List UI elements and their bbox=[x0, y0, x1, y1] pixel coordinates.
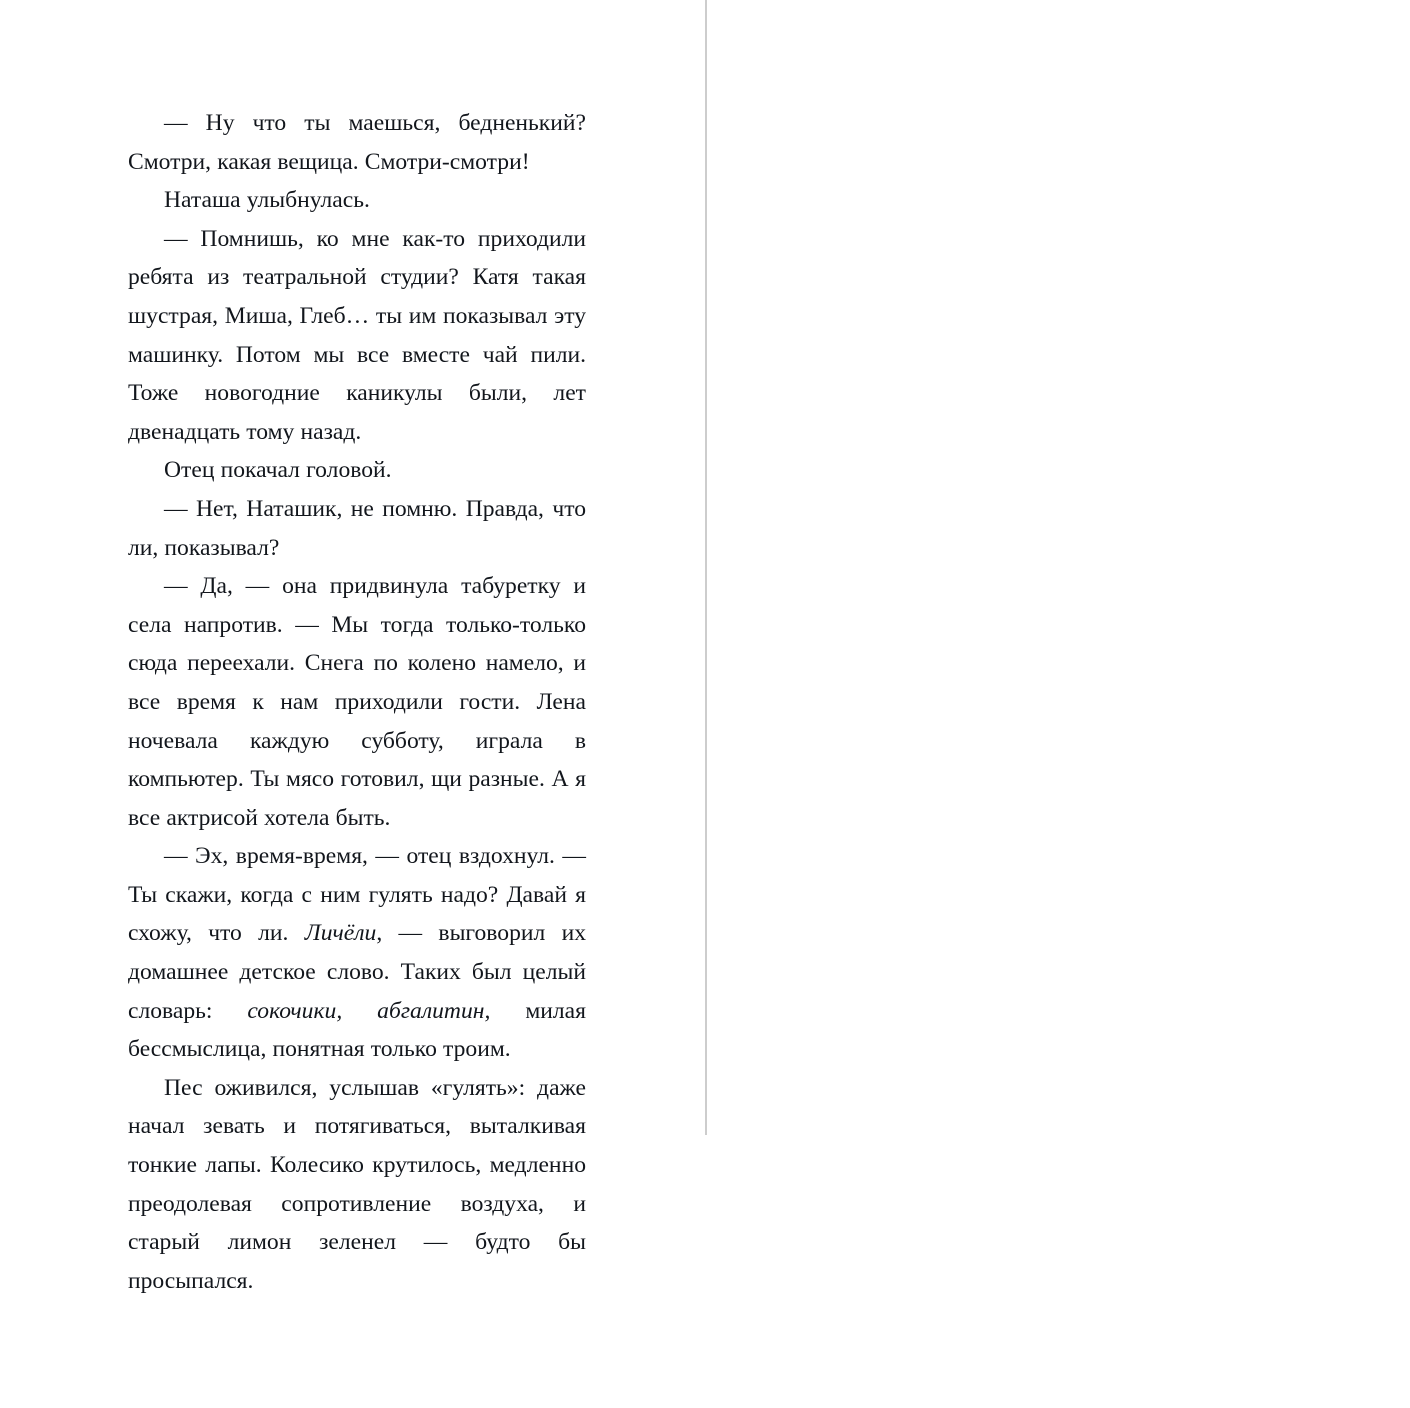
paragraph: — Эх, время-время, — отец вздохнул. — Ты скажи, когда с ним гулять надо? Давай я схожу, что ли. Личёли, — выговорил их домашнее детское слово. Таких был целый словарь: сокочики, абгалитин, милая бессмыслица, понятная только троим. bbox=[128, 843, 586, 1063]
left-page-textblock bbox=[128, 104, 586, 1300]
page-left bbox=[0, 0, 705, 1294]
page-right bbox=[707, 0, 1410, 1135]
paragraph: Пес оживился, услышав «гулять»: даже начал зевать и потягиваться, выталкивая тонкие лапы. Колесико крутилось, медленно преодолевая сопротивление воздуха, и старый лимон зеленел — будто бы просыпался. bbox=[128, 1074, 586, 1294]
paragraph: — Нет, Наташик, не помню. Правда, что ли, показывал? bbox=[128, 495, 586, 561]
paragraph: — Ну что ты маешься, бедненький? Смотри, какая вещица. Смотри-смотри! bbox=[128, 110, 586, 175]
paragraph: Отец покачал головой. bbox=[164, 457, 392, 484]
paragraph: — Помнишь, ко мне как-то приходили ребята из театральной студии? Катя такая шустрая, Миша, Глеб… ты им показывал эту машинку. Потом мы все вместе чай пили. Тоже новогодние каникулы были, лет двенадцать тому назад. bbox=[128, 225, 586, 445]
emphasis-text: сокочики, абгалитин, bbox=[247, 997, 491, 1024]
emphasis-text: Личёли bbox=[304, 920, 377, 947]
paragraph: — Да, — она придвинула табуретку и села напротив. — Мы тогда только-только сюда переехали. Снега по колено намело, и все время к нам приходили гости. Лена ночевала каждую субботу, играла в компьютер. Ты мясо готовил, щи разные. А я все актрисой хотела быть. bbox=[128, 573, 586, 831]
paragraph: Наташа улыбнулась. bbox=[164, 187, 370, 214]
